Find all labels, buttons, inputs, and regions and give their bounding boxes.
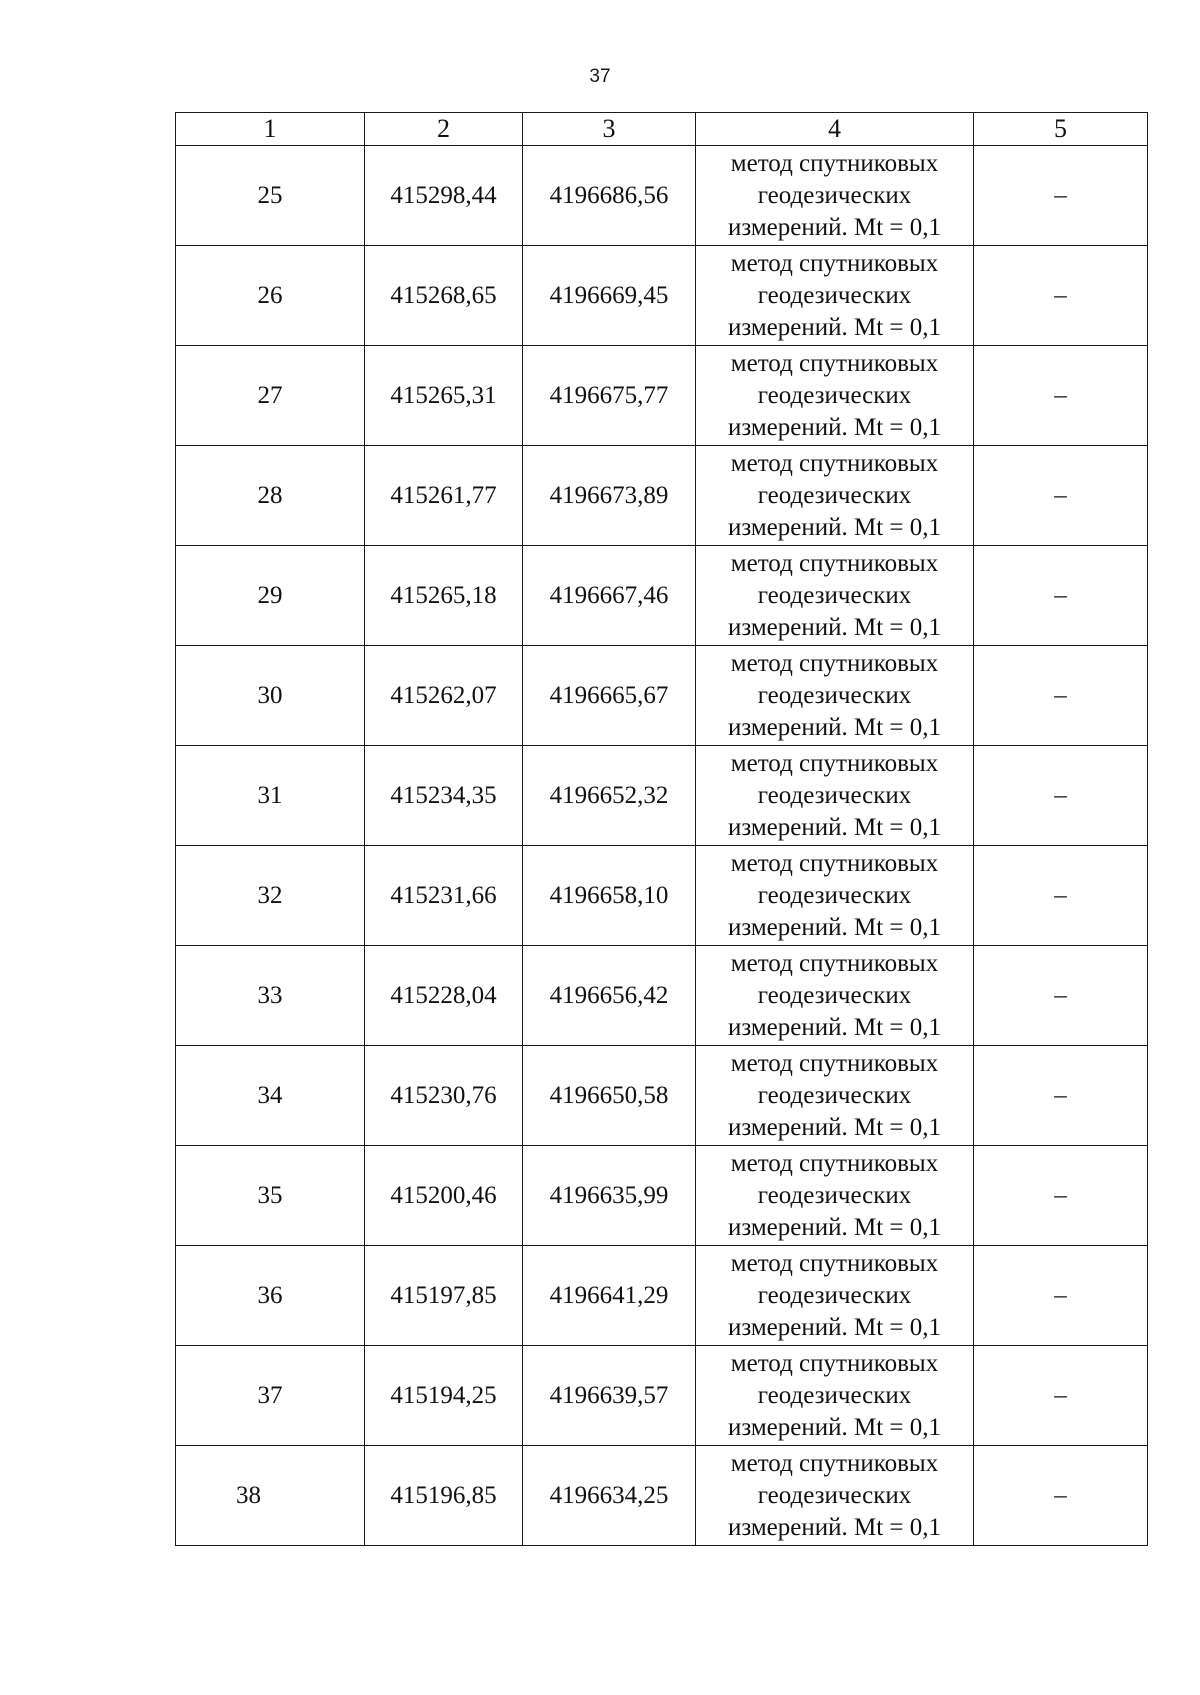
method-line: геодезических: [757, 1381, 912, 1409]
method-cell: [696, 1446, 974, 1546]
y-coordinate-cell: 4196658,10: [523, 846, 696, 946]
method-cell: [696, 746, 974, 846]
method-line: измерений. Mt = 0,1: [727, 213, 942, 241]
x-coordinate-cell: 415230,76: [365, 1046, 523, 1146]
method-line: метод спутниковых: [730, 849, 939, 877]
y-coordinate-cell: 4196634,25: [523, 1446, 696, 1546]
coordinates-table: [175, 112, 1148, 1546]
method-line: измерений. Mt = 0,1: [727, 1213, 942, 1241]
x-coordinate-cell: 415228,04: [365, 946, 523, 1046]
y-coordinate-cell: 4196686,56: [523, 146, 696, 246]
method-line: геодезических: [757, 1481, 912, 1509]
y-coordinate-cell: 4196667,46: [523, 546, 696, 646]
method-cell: [696, 646, 974, 746]
y-coordinate-cell: 4196641,29: [523, 1246, 696, 1346]
method-line: геодезических: [757, 481, 912, 509]
method-line: измерений. Mt = 0,1: [727, 413, 942, 441]
method-line: измерений. Mt = 0,1: [727, 313, 942, 341]
description-cell: –: [974, 246, 1148, 346]
method-line: геодезических: [757, 1281, 912, 1309]
method-cell: [696, 546, 974, 646]
description-cell: –: [974, 1346, 1148, 1446]
method-line: измерений. Mt = 0,1: [727, 913, 942, 941]
method-line: геодезических: [757, 581, 912, 609]
method-cell: [696, 1346, 974, 1446]
column-header-4: 4: [696, 113, 974, 146]
y-coordinate-cell: 4196675,77: [523, 346, 696, 446]
method-line: измерений. Mt = 0,1: [727, 1513, 942, 1541]
method-line: метод спутниковых: [730, 249, 939, 277]
table-row: [176, 246, 1148, 346]
column-header-5: 5: [974, 113, 1148, 146]
point-number-cell: 35: [176, 1146, 365, 1246]
y-coordinate-cell: 4196650,58: [523, 1046, 696, 1146]
point-number-cell: 32: [176, 846, 365, 946]
description-cell: –: [974, 1446, 1148, 1546]
point-number-cell: 28: [176, 446, 365, 546]
point-number-cell: 25: [176, 146, 365, 246]
table-row: [176, 546, 1148, 646]
table-row: [176, 446, 1148, 546]
method-line: геодезических: [757, 1081, 912, 1109]
description-cell: –: [974, 446, 1148, 546]
x-coordinate-cell: 415196,85: [365, 1446, 523, 1546]
table-row: [176, 1346, 1148, 1446]
table-row: [176, 1146, 1148, 1246]
x-coordinate-cell: 415234,35: [365, 746, 523, 846]
column-header-3: 3: [523, 113, 696, 146]
table-body: [176, 113, 1148, 1546]
method-line: метод спутниковых: [730, 149, 939, 177]
x-coordinate-cell: 415298,44: [365, 146, 523, 246]
method-line: метод спутниковых: [730, 349, 939, 377]
description-cell: –: [974, 846, 1148, 946]
description-cell: –: [974, 146, 1148, 246]
method-line: метод спутниковых: [730, 1149, 939, 1177]
method-line: геодезических: [757, 281, 912, 309]
table-row: [176, 1246, 1148, 1346]
y-coordinate-cell: 4196635,99: [523, 1146, 696, 1246]
description-cell: –: [974, 646, 1148, 746]
x-coordinate-cell: 415268,65: [365, 246, 523, 346]
table-row: [176, 346, 1148, 446]
method-line: измерений. Mt = 0,1: [727, 613, 942, 641]
y-coordinate-cell: 4196665,67: [523, 646, 696, 746]
method-cell: [696, 246, 974, 346]
description-cell: –: [974, 1146, 1148, 1246]
y-coordinate-cell: 4196669,45: [523, 246, 696, 346]
column-header-2: 2: [365, 113, 523, 146]
description-cell: –: [974, 946, 1148, 1046]
method-cell: [696, 1246, 974, 1346]
table-header-row: [176, 113, 1148, 146]
method-line: метод спутниковых: [730, 649, 939, 677]
x-coordinate-cell: 415262,07: [365, 646, 523, 746]
method-cell: [696, 846, 974, 946]
table-row: [176, 846, 1148, 946]
method-line: метод спутниковых: [730, 1249, 939, 1277]
table-row: [176, 1446, 1148, 1546]
point-number-cell: 37: [176, 1346, 365, 1446]
x-coordinate-cell: 415261,77: [365, 446, 523, 546]
table-row: [176, 746, 1148, 846]
method-line: метод спутниковых: [730, 749, 939, 777]
method-line: геодезических: [757, 981, 912, 1009]
method-line: геодезических: [757, 381, 912, 409]
method-line: метод спутниковых: [730, 549, 939, 577]
point-number-cell: 27: [176, 346, 365, 446]
x-coordinate-cell: 415197,85: [365, 1246, 523, 1346]
description-cell: –: [974, 346, 1148, 446]
point-number-cell: 34: [176, 1046, 365, 1146]
method-line: геодезических: [757, 181, 912, 209]
table-row: [176, 146, 1148, 246]
description-cell: –: [974, 1046, 1148, 1146]
method-cell: [696, 446, 974, 546]
x-coordinate-cell: 415265,18: [365, 546, 523, 646]
point-number-cell: 30: [176, 646, 365, 746]
description-cell: –: [974, 546, 1148, 646]
method-line: измерений. Mt = 0,1: [727, 513, 942, 541]
method-line: измерений. Mt = 0,1: [727, 1413, 942, 1441]
table-row: [176, 1046, 1148, 1146]
method-line: метод спутниковых: [730, 1449, 939, 1477]
method-line: измерений. Mt = 0,1: [727, 1013, 942, 1041]
point-number-cell: 36: [176, 1246, 365, 1346]
x-coordinate-cell: 415200,46: [365, 1146, 523, 1246]
point-number-cell: 31: [176, 746, 365, 846]
method-line: метод спутниковых: [730, 449, 939, 477]
method-line: измерений. Mt = 0,1: [727, 713, 942, 741]
x-coordinate-cell: 415231,66: [365, 846, 523, 946]
method-cell: [696, 946, 974, 1046]
table-row: [176, 646, 1148, 746]
method-line: метод спутниковых: [730, 1049, 939, 1077]
x-coordinate-cell: 415194,25: [365, 1346, 523, 1446]
method-line: геодезических: [757, 781, 912, 809]
table-row: [176, 946, 1148, 1046]
method-line: метод спутниковых: [730, 949, 939, 977]
method-cell: [696, 146, 974, 246]
method-line: геодезических: [757, 881, 912, 909]
method-cell: [696, 346, 974, 446]
method-cell: [696, 1146, 974, 1246]
method-line: измерений. Mt = 0,1: [727, 1313, 942, 1341]
method-line: геодезических: [757, 1181, 912, 1209]
y-coordinate-cell: 4196656,42: [523, 946, 696, 1046]
point-number-cell: 29: [176, 546, 365, 646]
x-coordinate-cell: 415265,31: [365, 346, 523, 446]
description-cell: –: [974, 1246, 1148, 1346]
method-line: геодезических: [757, 681, 912, 709]
y-coordinate-cell: 4196652,32: [523, 746, 696, 846]
description-cell: –: [974, 746, 1148, 846]
y-coordinate-cell: 4196673,89: [523, 446, 696, 546]
method-line: метод спутниковых: [730, 1349, 939, 1377]
point-number-cell: 26: [176, 246, 365, 346]
column-header-1: 1: [176, 113, 365, 146]
method-cell: [696, 1046, 974, 1146]
method-line: измерений. Mt = 0,1: [727, 1113, 942, 1141]
point-number-cell: 33: [176, 946, 365, 1046]
page-number: 37: [589, 66, 611, 87]
y-coordinate-cell: 4196639,57: [523, 1346, 696, 1446]
method-line: измерений. Mt = 0,1: [727, 813, 942, 841]
point-number-cell: 38: [176, 1446, 365, 1546]
